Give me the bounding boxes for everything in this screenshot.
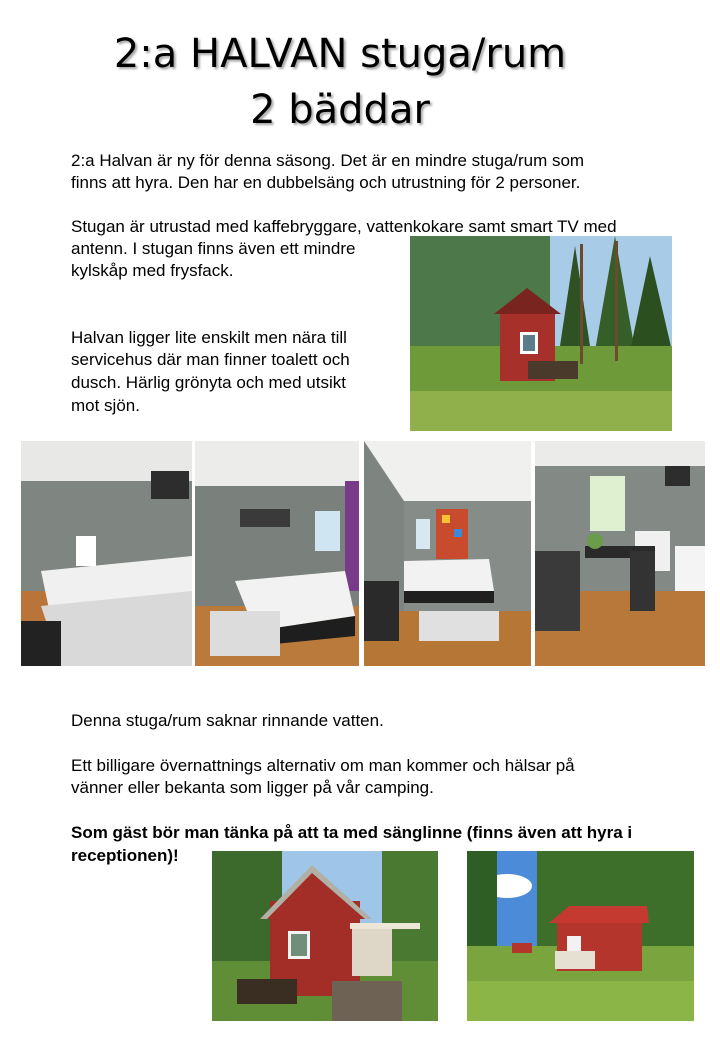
linen-line: Som gäst bör man tänka på att ta med sänglinne (finns även att hyra i bbox=[71, 823, 633, 842]
interior-photo-room bbox=[195, 441, 359, 666]
interior-photo-dining bbox=[535, 441, 705, 666]
interior-photo-wall bbox=[364, 441, 531, 666]
equipment-line: kylskåp med frysfack. bbox=[71, 261, 234, 280]
interior-photo-bed bbox=[21, 441, 192, 666]
location-line: servicehus där man finner toalett och bbox=[71, 350, 350, 369]
equipment-line: Stugan är utrustad med kaffebryggare, vattenkokare samt smart TV med bbox=[71, 217, 617, 236]
cabin-porch-photo bbox=[212, 851, 438, 1021]
intro-line: 2:a Halvan är ny för denna säsong. Det är en mindre stuga/rum som bbox=[71, 151, 585, 170]
page-title: 2:a HALVAN stuga/rum bbox=[113, 31, 567, 77]
location-line: Halvan ligger lite enskilt men nära till bbox=[71, 328, 347, 347]
page-subtitle: 2 bäddar bbox=[250, 87, 430, 133]
alternative-line: vänner eller bekanta som ligger på vår camping. bbox=[71, 778, 434, 797]
cabin-exterior-photo bbox=[410, 236, 672, 431]
location-line: dusch. Härlig grönyta och med utsikt bbox=[71, 373, 346, 392]
intro-line: finns att hyra. Den har en dubbelsäng och utrustning för 2 personer. bbox=[71, 173, 581, 192]
location-line: mot sjön. bbox=[71, 396, 140, 415]
alternative-line: Ett billigare övernattnings alternativ om man kommer och hälsar på bbox=[71, 756, 575, 775]
linen-line: receptionen)! bbox=[71, 846, 179, 865]
equipment-line: antenn. I stugan finns även ett mindre bbox=[71, 239, 356, 258]
cabin-meadow-photo bbox=[467, 851, 694, 1021]
water-note: Denna stuga/rum saknar rinnande vatten. bbox=[71, 711, 384, 730]
